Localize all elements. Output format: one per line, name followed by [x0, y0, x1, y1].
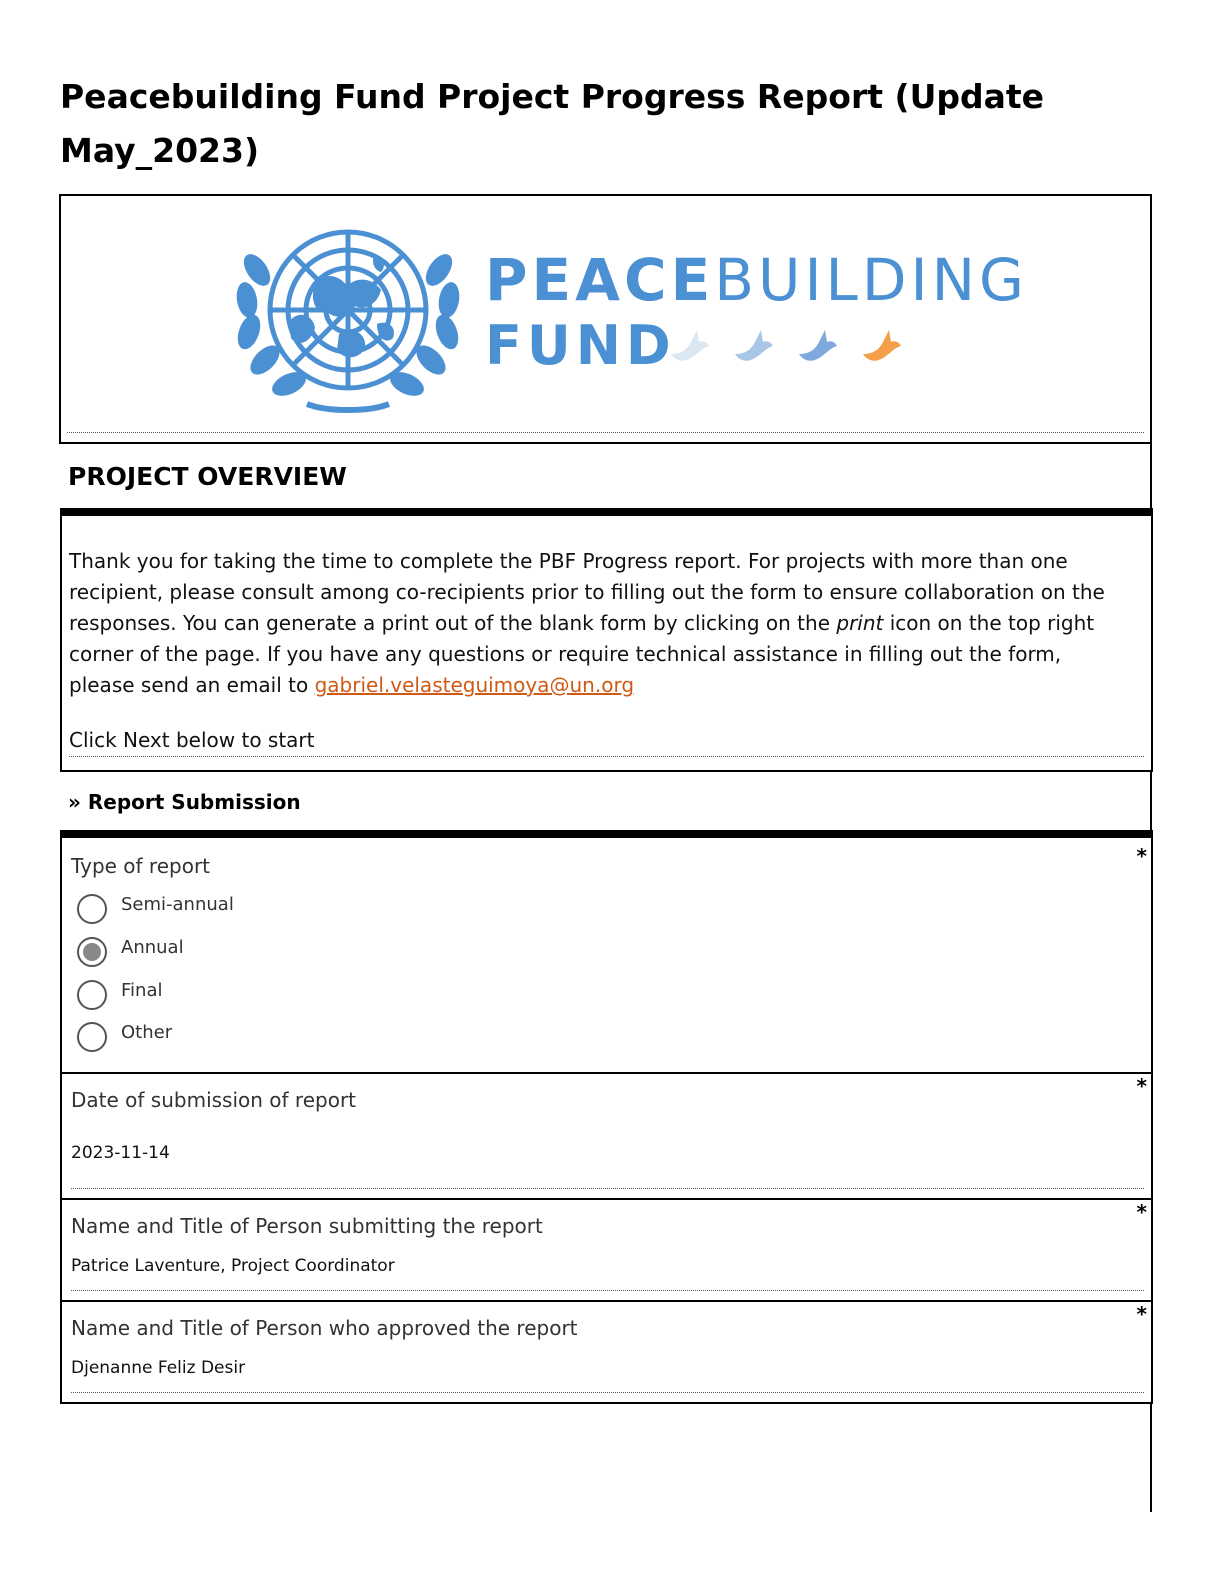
radio-label: Annual — [121, 937, 184, 958]
date-of-submission-question — [60, 1072, 1153, 1200]
approver-question — [60, 1300, 1153, 1404]
radio-button[interactable] — [77, 1022, 107, 1052]
field-underline — [71, 1290, 1144, 1291]
overview-instructions — [69, 546, 1129, 701]
radio-label: Semi-annual — [121, 894, 234, 915]
logo-wordmark-peacebuilding — [485, 248, 1028, 312]
dove-mid-icon — [731, 324, 775, 368]
field-underline — [71, 1188, 1144, 1189]
radio-label: Other — [121, 1022, 173, 1043]
submitter-field[interactable]: Patrice Laventure, Project Coordinator — [71, 1256, 395, 1276]
overview-divider — [69, 756, 1144, 757]
page-title: Peacebuilding Fund Project Progress Report (Update May_2023) — [60, 77, 1045, 170]
type-of-report-label: Type of report — [71, 854, 211, 878]
logo-divider — [67, 432, 1144, 433]
date-of-submission-field[interactable]: 2023-11-14 — [71, 1143, 170, 1163]
field-underline — [71, 1392, 1144, 1393]
logo-banner — [59, 194, 1152, 444]
submitter-label: Name and Title of Person submitting the report — [71, 1214, 543, 1238]
radio-label: Final — [121, 980, 163, 1001]
overview-text-part-1: Thank you for taking the time to complete the PBF Progress report. For projects with more than one recipient, please consult among co-recipients prior to filling out the form to ensure collaboration on the responses. You can generate a print out of the blank form by clicking on the — [69, 549, 1105, 635]
dove-orange-icon — [859, 324, 903, 368]
date-of-submission-label: Date of submission of report — [71, 1088, 357, 1112]
overview-text-part-2: icon on the top right corner of the page. If you have any questions or require technical assistance in filling out the form, please send an email to — [69, 611, 1095, 697]
radio-selected-dot — [83, 943, 101, 961]
logo-building-text: BUILDING — [714, 246, 1028, 314]
overview-print-word: print — [836, 611, 884, 635]
radio-button[interactable] — [77, 894, 107, 924]
required-asterisk: * — [1136, 1200, 1147, 1224]
required-asterisk: * — [1136, 844, 1147, 868]
radio-button[interactable] — [77, 980, 107, 1010]
project-overview-panel — [60, 508, 1153, 772]
support-email-link[interactable]: gabriel.velasteguimoya@un.org — [314, 673, 635, 697]
report-submission-heading: » Report Submission — [68, 790, 301, 814]
un-emblem-icon — [227, 214, 469, 420]
submitter-question — [60, 1198, 1153, 1302]
logo-fund-text: FUND — [485, 314, 676, 377]
dove-blue-icon — [795, 324, 839, 368]
logo-peace-text: PEACE — [485, 246, 715, 314]
project-overview-heading: PROJECT OVERVIEW — [68, 462, 347, 491]
type-of-report-question — [60, 830, 1153, 1080]
required-asterisk: * — [1136, 1074, 1147, 1098]
overview-next-instruction: Click Next below to start — [69, 728, 315, 752]
dove-light-icon — [667, 324, 711, 368]
approver-label: Name and Title of Person who approved the report — [71, 1316, 578, 1340]
required-asterisk: * — [1136, 1302, 1147, 1326]
approver-field[interactable]: Djenanne Feliz Desir — [71, 1358, 246, 1378]
radio-button-selected[interactable] — [77, 937, 107, 967]
